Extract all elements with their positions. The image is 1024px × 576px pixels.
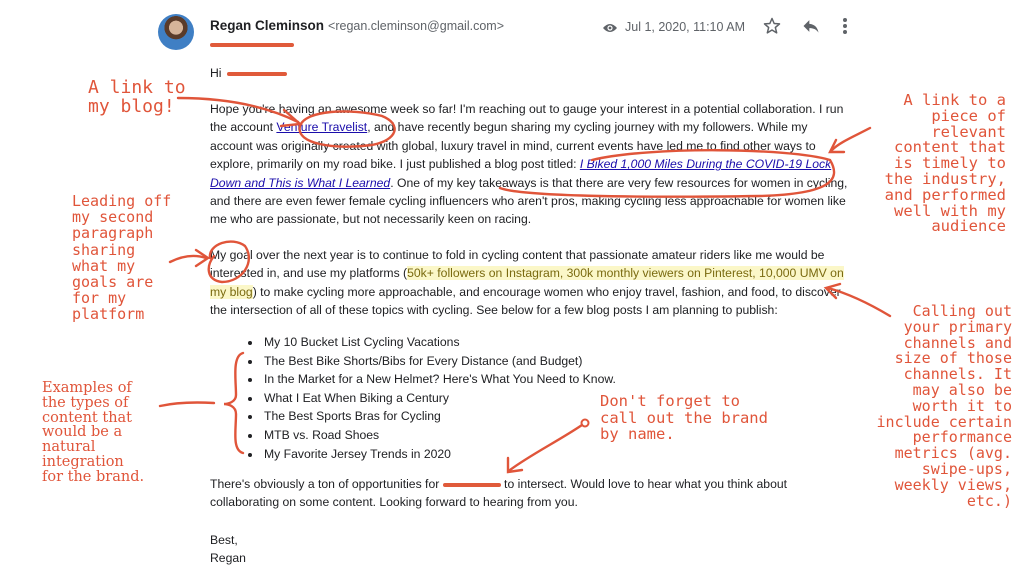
- list-item: • My Favorite Jersey Trends in 2020: [262, 445, 616, 464]
- signoff: Best,: [210, 533, 238, 547]
- paragraph-goals: [210, 246, 852, 320]
- p2-text-a: My goal over the next year is to continue to fold in cycling content that passionate amateur riders like me would be interested in, and use my platforms (: [210, 248, 825, 281]
- email-greeting: [210, 64, 852, 82]
- annotation-leading-paragraph: Leading off my second paragraph sharing what my goals are for my platform: [72, 192, 172, 324]
- paragraph-closing: [210, 475, 852, 512]
- sender-email: <regan.cleminson@gmail.com>: [328, 19, 504, 33]
- annotation-channels: Calling out your primary channels and size of those channels. It may also be worth it to include certain performance metrics (avg. swipe-ups, weekly views, etc.): [876, 302, 1012, 510]
- p3-text-b: to intersect. Would love to hear what you think about collaborating on some content. Looking forward to hearing from you.: [210, 477, 788, 510]
- reply-icon[interactable]: [801, 17, 821, 40]
- list-item: • My 10 Bucket List Cycling Vacations: [262, 333, 616, 352]
- redaction-mark: [227, 72, 287, 76]
- greeting-text: Hi: [210, 66, 222, 80]
- sender-line: [210, 18, 504, 33]
- list-item: • The Best Sports Bras for Cycling: [262, 407, 616, 426]
- redaction-mark: [443, 483, 501, 487]
- list-item: • In the Market for a New Helmet? Here's What You Need to Know.: [262, 370, 616, 389]
- blog-post-list: [238, 333, 616, 463]
- email-date: Jul 1, 2020, 11:10 AM: [625, 20, 745, 34]
- avatar[interactable]: [158, 14, 194, 50]
- star-icon[interactable]: [762, 16, 782, 41]
- account-link[interactable]: Venture Travelist: [276, 120, 368, 135]
- sender-name[interactable]: Regan Cleminson: [210, 18, 325, 33]
- paragraph-intro: [210, 100, 852, 229]
- p1-text-a: Hope you're having an awesome week so far! I'm reaching out to gauge your interest in a potential collaboration. I run the account: [210, 102, 844, 135]
- p2-text-b: ) to make cycling more approachable, and encourage women who enjoy travel, fashion, and food, to discover the intersection of all of these topics with cycling. See below for a few blog posts I am planning to publish:: [210, 284, 841, 318]
- annotation-relevant-content: A link to a piece of relevant content that is timely to the industry, and performed well with my audience: [884, 91, 1006, 236]
- annotation-content-examples: Examples of the types of content that would be a natural integration for the brand.: [42, 380, 145, 485]
- redaction-mark: [210, 43, 294, 47]
- list-item: • What I Eat When Biking a Century: [262, 389, 616, 408]
- eye-icon: [602, 21, 618, 39]
- p3-text-a: There's obviously a ton of opportunities for: [210, 477, 443, 491]
- annotation-brand-name: Don't forget to call out the brand by name.: [600, 392, 768, 443]
- p1-text-b: , and have recently begun sharing my cycling journey with my followers. While my account was originally created with global, luxury travel in mind, current events have led me to find other ways to explore, primarily on my road bike. I just published a blog post titled:: [210, 120, 816, 172]
- more-vert-icon[interactable]: [841, 16, 849, 41]
- annotation-blog-link: A link to my blog!: [88, 77, 186, 117]
- platform-stats-highlight: 50k+ followers on Instagram, 300k monthly viewers on Pinterest, 10,000 UMV on my blog: [210, 266, 844, 299]
- list-item: • MTB vs. Road Shoes: [262, 426, 616, 445]
- p1-text-c: . One of my key takeaways is that there are very few resources for women in cycling, and there are even fewer female cycling influencers who aren't pros, making cycling less approachable for women like me who are passionate, but not necessarily keen on racing.: [210, 175, 848, 227]
- signature: Regan: [210, 551, 246, 565]
- blog-post-link[interactable]: I Biked 1,000 Miles During the COVID-19 Lock Down and This is What I Learned: [210, 157, 832, 190]
- list-item: • The Best Bike Shorts/Bibs for Every Distance (and Budget): [262, 352, 616, 371]
